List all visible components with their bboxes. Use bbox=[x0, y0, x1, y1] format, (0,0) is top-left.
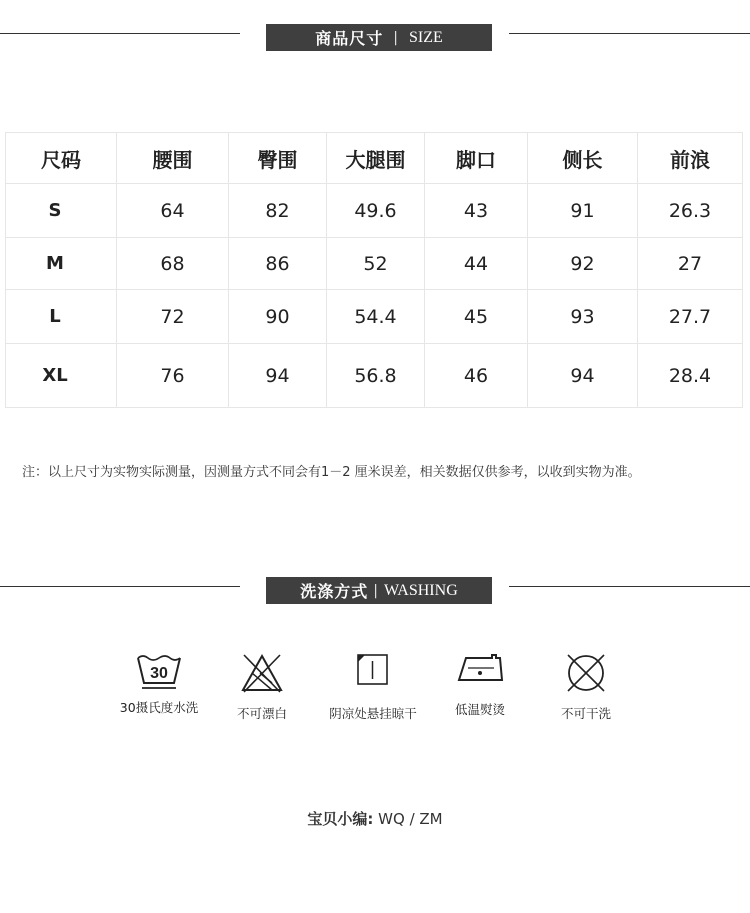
size-section-separator: | bbox=[393, 29, 399, 46]
size-header-right-rule bbox=[509, 33, 750, 34]
table-cell: 72 bbox=[117, 290, 229, 344]
no-bleach-icon bbox=[202, 652, 322, 694]
col-header-hem: 脚口 bbox=[425, 133, 528, 184]
table-cell: 27.7 bbox=[638, 290, 743, 344]
washing-section-title-cn: 洗涤方式 bbox=[300, 582, 369, 601]
size-section-title-en: SIZE bbox=[408, 28, 443, 46]
table-row bbox=[6, 344, 743, 408]
table-cell: 27 bbox=[638, 238, 743, 290]
table-cell: 45 bbox=[425, 290, 528, 344]
no-dry-clean-icon bbox=[526, 652, 646, 694]
table-row bbox=[6, 184, 743, 238]
wash-30-icon bbox=[99, 652, 219, 692]
editor-value: WQ / ZM bbox=[378, 810, 443, 828]
washing-header-right-rule bbox=[509, 586, 750, 587]
care-item-low-iron bbox=[420, 652, 540, 718]
line-dry-shade-icon bbox=[313, 652, 433, 688]
col-header-waist: 腰围 bbox=[117, 133, 229, 184]
editor-label: 宝贝小编: bbox=[307, 810, 374, 828]
care-label: 低温熨烫 bbox=[454, 702, 505, 717]
table-cell: 64 bbox=[117, 184, 229, 238]
size-section-header bbox=[266, 24, 492, 51]
care-item-line-dry-shade bbox=[313, 652, 433, 722]
table-cell: 93 bbox=[528, 290, 638, 344]
table-cell: 90 bbox=[229, 290, 327, 344]
col-header-hip: 臀围 bbox=[229, 133, 327, 184]
table-cell: 86 bbox=[229, 238, 327, 290]
size-cell: L bbox=[6, 290, 117, 344]
table-cell: 52 bbox=[327, 238, 425, 290]
table-cell: 76 bbox=[117, 344, 229, 408]
washing-section-header bbox=[266, 577, 492, 604]
table-cell: 43 bbox=[425, 184, 528, 238]
size-header-left-rule bbox=[0, 33, 240, 34]
washing-section-separator: | bbox=[373, 582, 379, 599]
col-header-thigh: 大腿围 bbox=[327, 133, 425, 184]
col-header-front-rise: 前浪 bbox=[638, 133, 743, 184]
wash-temperature-number: 30 bbox=[150, 665, 168, 682]
table-cell: 28.4 bbox=[638, 344, 743, 408]
table-cell: 46 bbox=[425, 344, 528, 408]
care-label: 阴凉处悬挂晾干 bbox=[329, 706, 417, 721]
editor-credit bbox=[0, 808, 750, 829]
care-item-no-bleach bbox=[202, 652, 322, 722]
care-label: 不可漂白 bbox=[236, 706, 287, 721]
col-header-length: 侧长 bbox=[528, 133, 638, 184]
table-cell: 91 bbox=[528, 184, 638, 238]
size-table bbox=[5, 132, 743, 408]
table-row bbox=[6, 290, 743, 344]
size-section-title-cn: 商品尺寸 bbox=[315, 29, 384, 48]
table-cell: 44 bbox=[425, 238, 528, 290]
table-row bbox=[6, 238, 743, 290]
table-cell: 54.4 bbox=[327, 290, 425, 344]
size-table-header-row bbox=[6, 133, 743, 184]
washing-header-left-rule bbox=[0, 586, 240, 587]
size-cell: M bbox=[6, 238, 117, 290]
care-label: 30摄氏度水洗 bbox=[119, 700, 199, 715]
table-cell: 49.6 bbox=[327, 184, 425, 238]
table-cell: 92 bbox=[528, 238, 638, 290]
care-item-wash-30 bbox=[99, 652, 219, 716]
table-cell: 82 bbox=[229, 184, 327, 238]
table-cell: 68 bbox=[117, 238, 229, 290]
measurement-note: 注：以上尺寸为实物实际测量，因测量方式不同会有1－2 厘米误差，相关数据仅供参考，以收到实物为准。 bbox=[22, 465, 641, 480]
care-label: 不可干洗 bbox=[560, 706, 611, 721]
table-cell: 94 bbox=[528, 344, 638, 408]
table-cell: 94 bbox=[229, 344, 327, 408]
col-header-size: 尺码 bbox=[6, 133, 117, 184]
table-cell: 26.3 bbox=[638, 184, 743, 238]
washing-section-title-en: WASHING bbox=[383, 581, 458, 599]
size-cell: XL bbox=[6, 344, 117, 408]
table-cell: 56.8 bbox=[327, 344, 425, 408]
low-iron-icon bbox=[420, 652, 540, 684]
size-cell: S bbox=[6, 184, 117, 238]
care-item-no-dry-clean bbox=[526, 652, 646, 722]
